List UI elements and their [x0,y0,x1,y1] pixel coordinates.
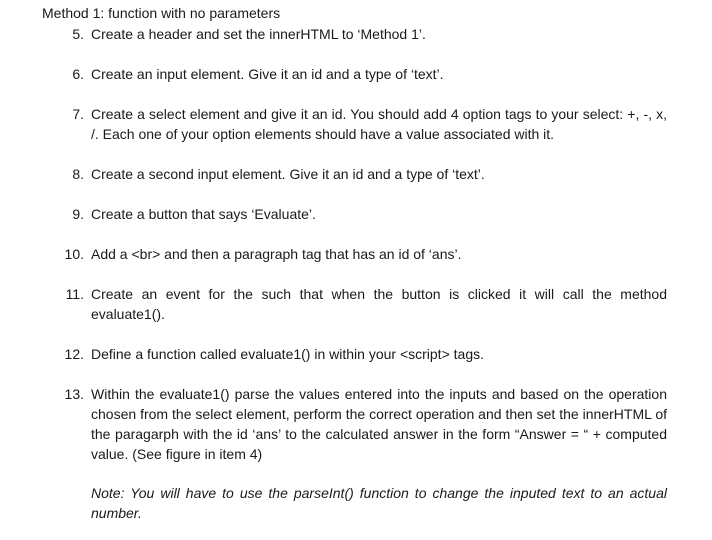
step-text: Create a header and set the innerHTML to ‘Method 1’. [91,26,426,42]
step-number: 7. [72,106,84,122]
step-text: Create a second input element. Give it an id and a type of ‘text’. [91,166,485,182]
step-number: 8. [72,166,84,182]
step-number: 11. [65,286,84,302]
note-text: Note: You will have to use the parseInt() function to change the inputed text to an actual number. [91,485,667,521]
step-text: Create an input element. Give it an id and a type of ‘text’. [91,66,444,82]
step-number: 10. [64,246,84,262]
step-text: Add a <br> and then a paragraph tag that has an id of ‘ans’. [91,246,462,262]
step-number: 13. [64,386,84,402]
section-heading: Method 1: function with no parameters [42,5,281,21]
step-number: 12. [64,346,84,362]
step-number: 5. [72,26,84,42]
step-text: Within the evaluate1() parse the values entered into the inputs and based on the operation chosen from the select element, perform the correct operation and then set the innerHTML of the paragarph with the id ‘ans’ to the calculated answer in the form “Answer = “ + computed value. (See figure in item 4) [91,386,667,462]
step-number: 6. [72,66,84,82]
step-text: Define a function called evaluate1() in within your <script> tags. [91,346,484,362]
step-text: Create a select element and give it an id. You should add 4 option tags to your select: +, -, x, /. Each one of your option elements should have a value associated with it. [91,106,667,142]
step-text: Create a button that says ‘Evaluate’. [91,206,316,222]
step-text: Create an event for the such that when the button is clicked it will call the method evaluate1(). [91,286,667,322]
step-number: 9. [72,206,84,222]
